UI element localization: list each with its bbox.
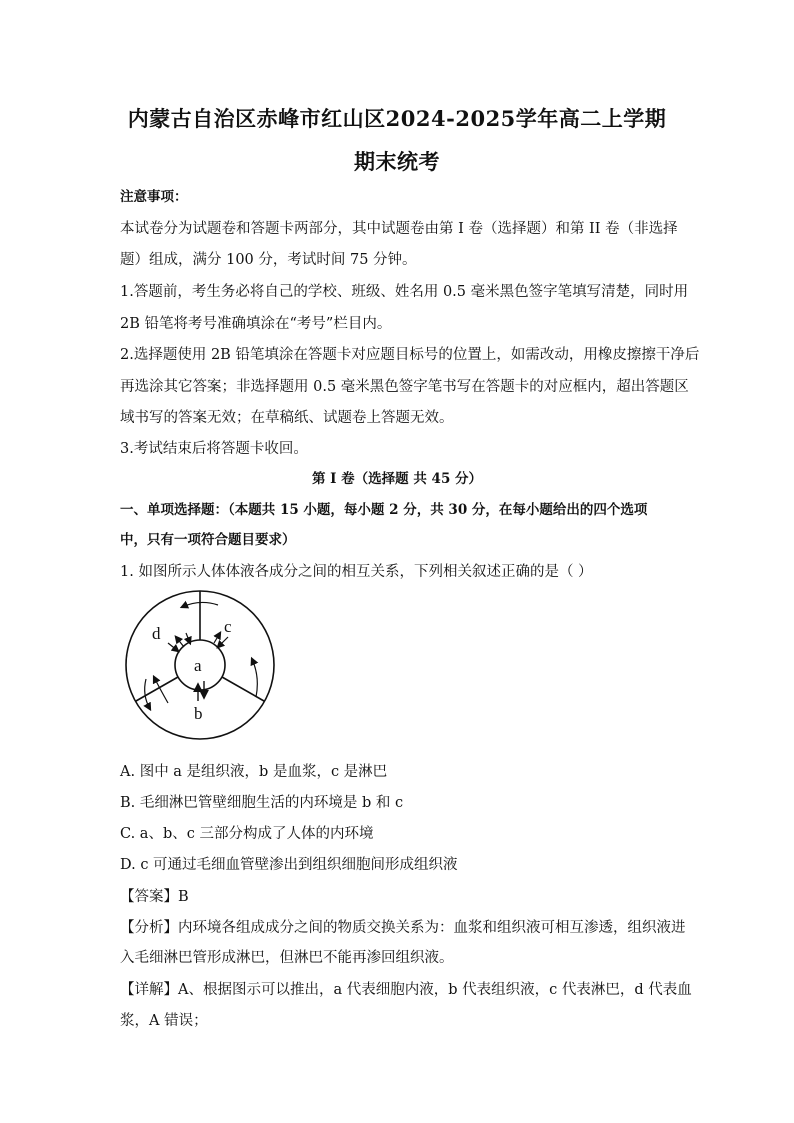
arrow-c-to-a bbox=[218, 637, 228, 647]
arrow-a-to-c bbox=[214, 633, 220, 643]
part-heading-line1: 一、单项选择题：（本题共 15 小题，每小题 2 分，共 30 分，在每小题给出的四个选项 bbox=[120, 502, 648, 518]
arrow-a-to-d bbox=[176, 637, 184, 647]
notice-line: 2B 铅笔将考号准确填涂在“考号”栏目内。 bbox=[120, 316, 392, 332]
body-fluid-diagram bbox=[120, 585, 280, 745]
arrow-right-arc bbox=[252, 659, 257, 697]
label-d: d bbox=[152, 624, 161, 643]
label-a: a bbox=[194, 656, 202, 675]
notice-line: 本试卷分为试题卷和答题卡两部分，其中试题卷由第 I 卷（选择题）和第 II 卷（非选择 bbox=[120, 221, 678, 237]
option-c: C. a、b、c 三部分构成了人体的内环境 bbox=[120, 826, 374, 842]
option-b: B. 毛细淋巴管壁细胞生活的内环境是 b 和 c bbox=[120, 795, 404, 811]
notice-line: 3.考试结束后将答题卡收回。 bbox=[120, 441, 308, 457]
part-heading-line2: 中，只有一项符合题目要求） bbox=[120, 532, 296, 548]
notice-line: 1.答题前，考生务必将自己的学校、班级、姓名用 0.5 毫米黑色签字笔填写清楚，同时用 bbox=[120, 284, 689, 300]
detail-line: 【详解】A、根据图示可以推出，a 代表细胞内液，b 代表组织液，c 代表淋巴，d 代表血 bbox=[120, 982, 692, 998]
detail-line: 浆，A 错误； bbox=[120, 1013, 208, 1029]
answer: 【答案】B bbox=[120, 889, 189, 905]
question-stem: 1. 如图所示人体体液各成分之间的相互关系，下列相关叙述正确的是（ ） bbox=[120, 564, 593, 580]
notice-heading: 注意事项： bbox=[120, 189, 188, 205]
label-c: c bbox=[224, 617, 232, 636]
label-b: b bbox=[194, 704, 203, 723]
notice-line: 再选涂其它答案；非选择题用 0.5 毫米黑色签字笔书写在答题卡的对应框内，超出答题区 bbox=[120, 379, 689, 395]
section-title: 第 I 卷（选择题 共 45 分） bbox=[311, 471, 483, 487]
analysis-line: 入毛细淋巴管形成淋巴，但淋巴不能再渗回组织液。 bbox=[120, 950, 454, 966]
option-a: A. 图中 a 是组织液，b 是血浆，c 是淋巴 bbox=[120, 764, 388, 780]
exam-title-line1: 内蒙古自治区赤峰市红山区2024-2025学年高二上学期 bbox=[127, 106, 667, 131]
analysis-line: 【分析】内环境各组成成分之间的物质交换关系为：血浆和组织液可相互渗透，组织液进 bbox=[120, 920, 686, 936]
divider-left bbox=[136, 677, 178, 701]
exam-title-line2: 期末统考 bbox=[354, 149, 440, 174]
option-d: D. c 可通过毛细血管壁渗出到组织细胞间形成组织液 bbox=[120, 857, 458, 873]
notice-line: 域书写的答案无效；在草稿纸、试题卷上答题无效。 bbox=[120, 410, 454, 426]
notice-line: 题）组成，满分 100 分，考试时间 75 分钟。 bbox=[120, 252, 417, 268]
notice-line: 2.选择题使用 2B 铅笔填涂在答题卡对应题目标号的位置上，如需改动，用橡皮擦擦干净后 bbox=[120, 347, 700, 363]
arrow-d-to-a bbox=[168, 643, 178, 651]
arrow-d-to-a-2 bbox=[186, 633, 190, 643]
